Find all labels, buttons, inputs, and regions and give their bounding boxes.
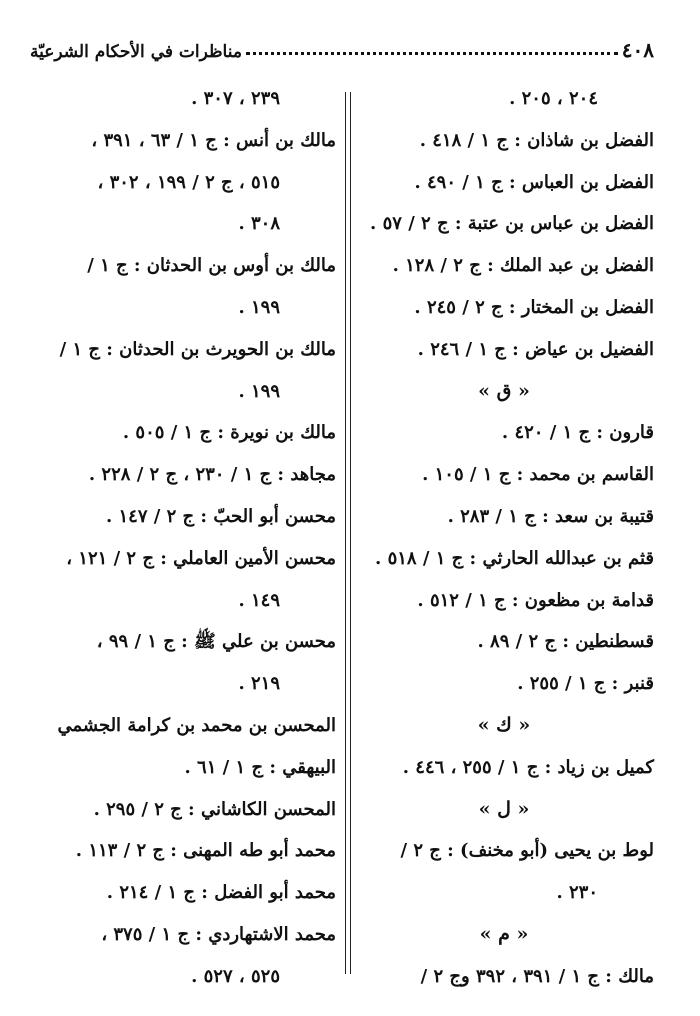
section-letter-heading: « ل »	[478, 797, 530, 820]
index-entry: مالك : ج ١ / ٣٩١ ، ٣٩٢ وج ٢ /	[420, 965, 654, 987]
index-entry: الفضيل بن عياض : ج ١ / ٢٤٦ .	[417, 338, 654, 360]
index-entry: محمد أبو الفضل : ج ١ / ٢١٤ .	[106, 882, 336, 904]
index-entry: المحسن الكاشاني : ج ٢ / ٢٩٥ .	[93, 798, 336, 820]
index-entry-continuation: ٢٣٠ .	[556, 882, 598, 904]
index-entry: محسن أبو الحبّ : ج ٢ / ١٤٧ .	[105, 505, 336, 527]
page-number: ٤٠٨	[621, 38, 654, 62]
index-entry: قثم بن عبدالله الحارثي : ج ١ / ٥١٨ .	[375, 547, 654, 569]
index-entry: مالك بن أنس : ج ١ / ٦٣ ، ٣٩١ ،	[91, 129, 336, 151]
section-letter-heading: « ك »	[477, 713, 531, 736]
index-entry: محمد الاشتهاردي : ج ١ / ٣٧٥ ،	[101, 923, 336, 945]
index-entry: الفضل بن عبد الملك : ج ٢ / ١٢٨ .	[392, 255, 654, 277]
index-entry: لوط بن يحيى (أبو مخنف) : ج ٢ /	[400, 840, 654, 862]
index-entry-continuation: ٢٠٤ ، ٢٠٥ .	[509, 88, 598, 109]
running-title: مناظرات في الأحكام الشرعيّة	[30, 42, 242, 62]
index-entry: الفضل بن عباس بن عتبة : ج ٢ / ٥٧ .	[370, 213, 654, 235]
index-entry: المحسن بن محمد بن كرامة الجشمي	[57, 714, 336, 736]
index-entry: قارون : ج ١ / ٤٢٠ .	[501, 422, 654, 444]
index-entry-continuation: ١٤٩ .	[238, 589, 280, 611]
index-entry: قتيبة بن سعد : ج ١ / ٢٨٣ .	[447, 505, 654, 527]
index-column-right	[354, 78, 654, 998]
index-entry-continuation: ٢١٩ .	[238, 673, 280, 695]
index-entry-continuation: ٣٠٨ .	[238, 213, 280, 235]
column-divider	[345, 92, 351, 974]
index-entry-continuation: ١٩٩ .	[238, 296, 280, 318]
index-entry: الفضل بن العباس : ج ١ / ٤٩٠ .	[414, 171, 654, 193]
index-entry: الفضل بن المختار : ج ٢ / ٢٤٥ .	[414, 296, 654, 318]
index-entry-continuation: ١٩٩ .	[238, 380, 280, 402]
index-entry-continuation: ٢٣٩ ، ٣٠٧ .	[191, 88, 280, 109]
index-entry: قدامة بن مظعون : ج ١ / ٥١٢ .	[417, 589, 654, 611]
index-entry: البيهقي : ج ١ / ٦١ .	[184, 756, 336, 778]
index-entry: كميل بن زياد : ج ١ / ٢٥٥ ، ٤٤٦ .	[402, 756, 654, 778]
section-letter-heading: « م »	[479, 922, 529, 945]
index-entry: محسن بن علي ﷺ : ج ١ / ٩٩ ،	[96, 631, 336, 653]
index-entry-continuation: ٥٢٥ ، ٥٢٧ .	[191, 965, 280, 987]
index-entry: محمد أبو طه المهنى : ج ٢ / ١١٣ .	[75, 840, 336, 862]
index-entry: مالك بن الحويرث بن الحدثان : ج ١ /	[59, 338, 336, 360]
index-entry: مجاهد : ج ١ / ٢٣٠ ، ج ٢ / ٢٢٨ .	[88, 464, 336, 486]
section-letter-heading: « ق »	[478, 379, 530, 402]
index-column-left	[36, 78, 336, 998]
index-entry-continuation: ٥١٥ ، ج ٢ / ١٩٩ ، ٣٠٢ ،	[97, 171, 280, 193]
index-entry: قسطنطين : ج ٢ / ٨٩ .	[477, 631, 654, 653]
index-entry: مالك بن أوس بن الحدثان : ج ١ /	[87, 255, 336, 277]
index-entry: محسن الأمين العاملي : ج ٢ / ١٢١ ،	[66, 547, 336, 569]
index-entry: مالك بن نويرة : ج ١ / ٥٠٥ .	[122, 422, 336, 444]
header-dot-leader	[246, 52, 618, 55]
index-entry: قنبر : ج ١ / ٢٥٥ .	[517, 673, 654, 695]
page-header	[30, 28, 654, 62]
index-entry: الفضل بن شاذان : ج ١ / ٤١٨ .	[419, 129, 654, 151]
index-entry: القاسم بن محمد : ج ١ / ١٠٥ .	[422, 464, 654, 486]
